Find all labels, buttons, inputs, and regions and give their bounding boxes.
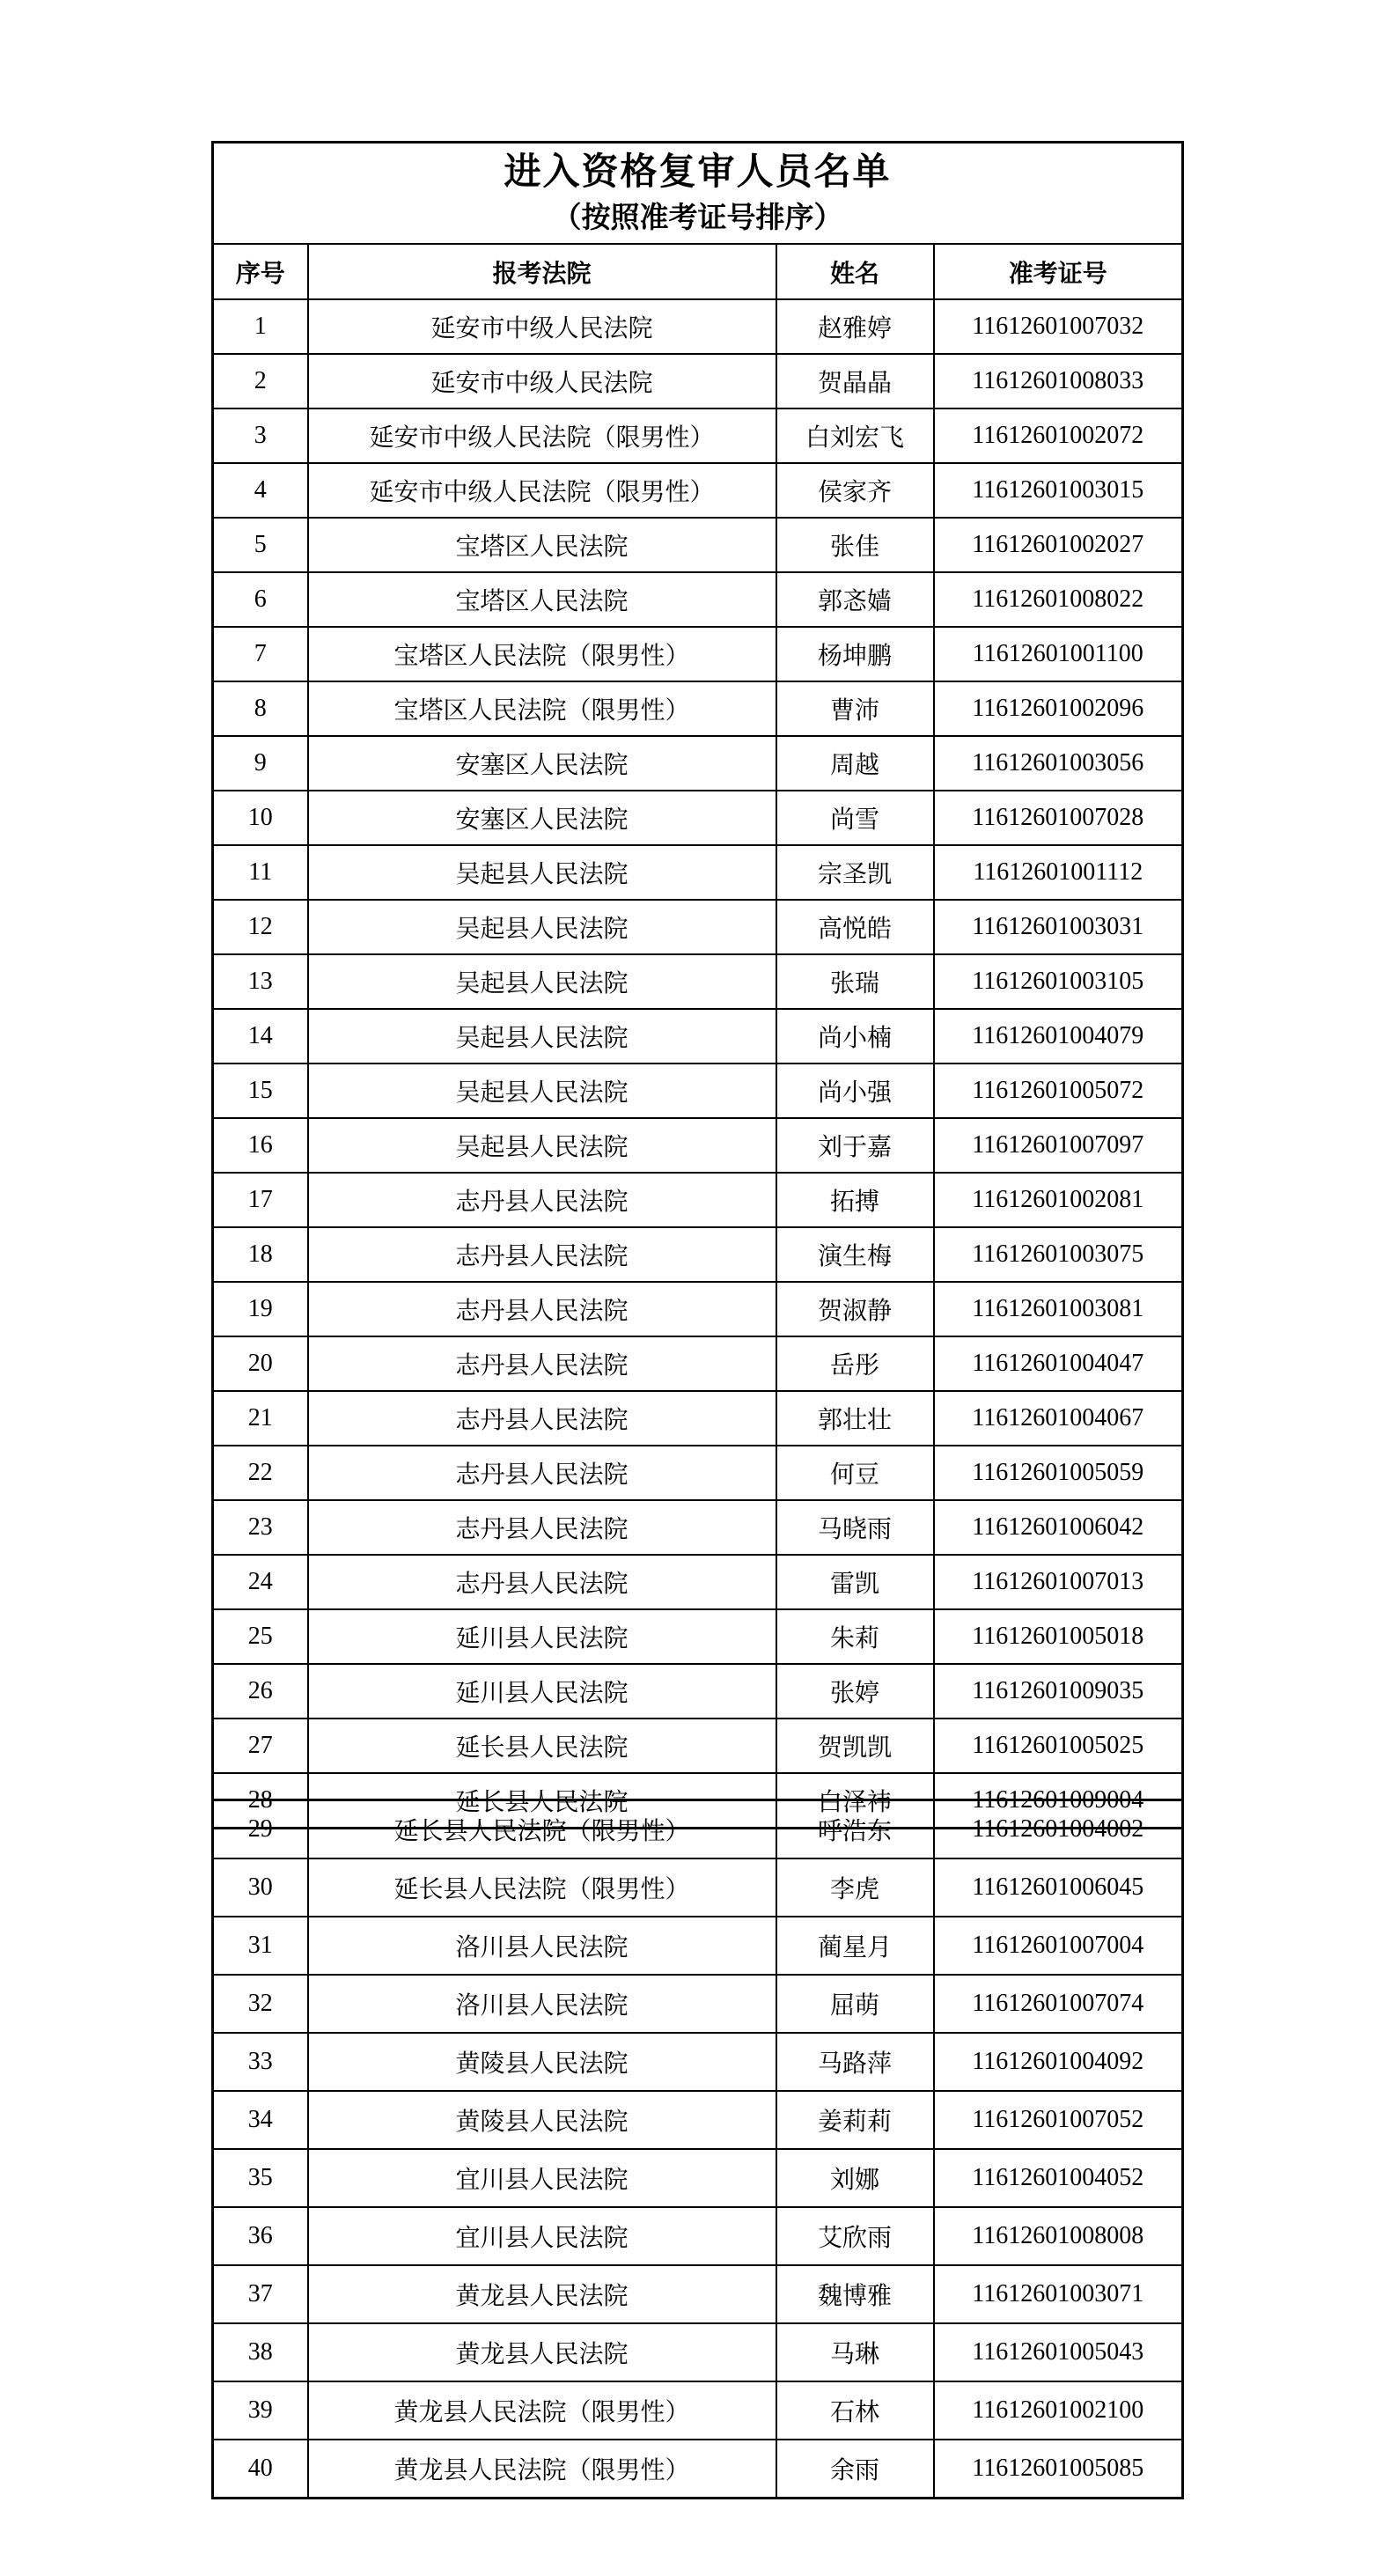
court-cell: 延长县人民法院（限男性） — [308, 1800, 776, 1859]
row-number-cell: 29 — [213, 1800, 308, 1859]
name-cell: 何豆 — [776, 1446, 934, 1500]
name-cell: 贺凯凯 — [776, 1719, 934, 1773]
row-number-cell: 3 — [213, 408, 308, 463]
name-cell: 杨坤鹏 — [776, 627, 934, 681]
court-cell: 延川县人民法院 — [308, 1609, 776, 1664]
ticket-number-cell: 11612601007074 — [934, 1975, 1183, 2033]
row-number-cell: 38 — [213, 2323, 308, 2381]
column-header-name: 姓名 — [776, 244, 934, 299]
court-cell: 延安市中级人民法院（限男性） — [308, 408, 776, 463]
row-number-cell: 24 — [213, 1555, 308, 1609]
court-cell: 延安市中级人民法院 — [308, 299, 776, 354]
row-number-cell: 10 — [213, 791, 308, 845]
ticket-number-cell: 11612601001112 — [934, 845, 1183, 900]
row-number-cell: 5 — [213, 518, 308, 572]
name-cell: 魏博雅 — [776, 2265, 934, 2323]
name-cell: 白泽祎 — [776, 1773, 934, 1829]
name-cell: 姜莉莉 — [776, 2091, 934, 2149]
name-cell: 呼浩东 — [776, 1800, 934, 1859]
table-row — [213, 1064, 1183, 1118]
table-row — [213, 900, 1183, 954]
ticket-number-cell: 11612601005059 — [934, 1446, 1183, 1500]
table-row — [213, 954, 1183, 1009]
court-cell: 黄龙县人民法院 — [308, 2323, 776, 2381]
table-row — [213, 1173, 1183, 1227]
ticket-number-cell: 11612601003015 — [934, 463, 1183, 518]
court-cell: 宝塔区人民法院 — [308, 518, 776, 572]
table-row — [213, 1555, 1183, 1609]
name-cell: 张佳 — [776, 518, 934, 572]
table-title-cell — [213, 143, 1183, 245]
ticket-number-cell: 11612601002081 — [934, 1173, 1183, 1227]
table-row — [213, 1609, 1183, 1664]
row-number-cell: 9 — [213, 736, 308, 791]
ticket-number-cell: 11612601003071 — [934, 2265, 1183, 2323]
name-cell: 张瑞 — [776, 954, 934, 1009]
name-cell: 李虎 — [776, 1858, 934, 1917]
table-row — [213, 1800, 1183, 1859]
court-cell: 宝塔区人民法院 — [308, 572, 776, 627]
ticket-number-cell: 11612601007028 — [934, 791, 1183, 845]
row-number-cell: 34 — [213, 2091, 308, 2149]
row-number-cell: 30 — [213, 1858, 308, 1917]
table-row — [213, 845, 1183, 900]
name-cell: 马晓雨 — [776, 1500, 934, 1555]
court-cell: 志丹县人民法院 — [308, 1173, 776, 1227]
table-row — [213, 2207, 1183, 2265]
court-cell: 吴起县人民法院 — [308, 1064, 776, 1118]
court-cell: 延安市中级人民法院（限男性） — [308, 463, 776, 518]
name-cell: 赵雅婷 — [776, 299, 934, 354]
ticket-number-cell: 11612601001100 — [934, 627, 1183, 681]
name-cell: 白刘宏飞 — [776, 408, 934, 463]
court-cell: 洛川县人民法院 — [308, 1917, 776, 1975]
row-number-cell: 8 — [213, 681, 308, 736]
name-cell: 屈萌 — [776, 1975, 934, 2033]
ticket-number-cell: 11612601007013 — [934, 1555, 1183, 1609]
name-cell: 雷凯 — [776, 1555, 934, 1609]
name-cell: 贺淑静 — [776, 1282, 934, 1336]
table-row — [213, 2091, 1183, 2149]
ticket-number-cell: 11612601002072 — [934, 408, 1183, 463]
table-row — [213, 2265, 1183, 2323]
row-number-cell: 16 — [213, 1118, 308, 1173]
ticket-number-cell: 11612601007004 — [934, 1917, 1183, 1975]
table-row — [213, 2149, 1183, 2207]
row-number-cell: 35 — [213, 2149, 308, 2207]
table-row — [213, 518, 1183, 572]
row-number-cell: 22 — [213, 1446, 308, 1500]
name-cell: 演生梅 — [776, 1227, 934, 1282]
table-row — [213, 2033, 1183, 2091]
table-row — [213, 1500, 1183, 1555]
ticket-number-cell: 11612601008008 — [934, 2207, 1183, 2265]
name-cell: 石林 — [776, 2381, 934, 2440]
court-cell: 吴起县人民法院 — [308, 1118, 776, 1173]
name-cell: 尚雪 — [776, 791, 934, 845]
row-number-cell: 7 — [213, 627, 308, 681]
row-number-cell: 31 — [213, 1917, 308, 1975]
court-cell: 延长县人民法院 — [308, 1719, 776, 1773]
court-cell: 宜川县人民法院 — [308, 2207, 776, 2265]
court-cell: 志丹县人民法院 — [308, 1500, 776, 1555]
table-row — [213, 463, 1183, 518]
name-cell: 贺晶晶 — [776, 354, 934, 408]
row-number-cell: 39 — [213, 2381, 308, 2440]
row-number-cell: 15 — [213, 1064, 308, 1118]
ticket-number-cell: 11612601002100 — [934, 2381, 1183, 2440]
name-cell: 蔺星月 — [776, 1917, 934, 1975]
ticket-number-cell: 11612601004067 — [934, 1391, 1183, 1446]
row-number-cell: 40 — [213, 2440, 308, 2499]
court-cell: 延川县人民法院 — [308, 1664, 776, 1719]
court-cell: 志丹县人民法院 — [308, 1446, 776, 1500]
name-cell: 宗圣凯 — [776, 845, 934, 900]
row-number-cell: 37 — [213, 2265, 308, 2323]
name-cell: 艾欣雨 — [776, 2207, 934, 2265]
row-number-cell: 17 — [213, 1173, 308, 1227]
row-number-cell: 26 — [213, 1664, 308, 1719]
ticket-number-cell: 11612601005018 — [934, 1609, 1183, 1664]
court-cell: 志丹县人民法院 — [308, 1391, 776, 1446]
table-row — [213, 1391, 1183, 1446]
row-number-cell: 27 — [213, 1719, 308, 1773]
ticket-number-cell: 11612601004002 — [934, 1800, 1183, 1859]
row-number-cell: 19 — [213, 1282, 308, 1336]
table-header-row — [213, 244, 1183, 299]
court-cell: 吴起县人民法院 — [308, 954, 776, 1009]
ticket-number-cell: 11612601003105 — [934, 954, 1183, 1009]
candidate-table-block-1 — [211, 141, 1184, 1829]
ticket-number-cell: 11612601007052 — [934, 2091, 1183, 2149]
court-cell: 宜川县人民法院 — [308, 2149, 776, 2207]
table-row — [213, 408, 1183, 463]
row-number-cell: 12 — [213, 900, 308, 954]
column-header-court: 报考法院 — [308, 244, 776, 299]
column-header-ticket: 准考证号 — [934, 244, 1183, 299]
court-cell: 志丹县人民法院 — [308, 1282, 776, 1336]
name-cell: 高悦皓 — [776, 900, 934, 954]
column-header-no: 序号 — [213, 244, 308, 299]
ticket-number-cell: 11612601006042 — [934, 1500, 1183, 1555]
court-cell: 宝塔区人民法院（限男性） — [308, 681, 776, 736]
row-number-cell: 25 — [213, 1609, 308, 1664]
candidate-table-block-2 — [211, 1799, 1184, 2499]
row-number-cell: 1 — [213, 299, 308, 354]
name-cell: 马路萍 — [776, 2033, 934, 2091]
ticket-number-cell: 11612601005085 — [934, 2440, 1183, 2499]
row-number-cell: 2 — [213, 354, 308, 408]
table-row — [213, 1917, 1183, 1975]
document-title: 进入资格复审人员名单 — [504, 151, 892, 193]
court-cell: 延长县人民法院 — [308, 1773, 776, 1829]
court-cell: 吴起县人民法院 — [308, 845, 776, 900]
court-cell: 安塞区人民法院 — [308, 791, 776, 845]
table-row — [213, 1446, 1183, 1500]
ticket-number-cell: 11612601002096 — [934, 681, 1183, 736]
table-row — [213, 627, 1183, 681]
court-cell: 吴起县人民法院 — [308, 1009, 776, 1064]
row-number-cell: 21 — [213, 1391, 308, 1446]
row-number-cell: 13 — [213, 954, 308, 1009]
ticket-number-cell: 11612601009035 — [934, 1664, 1183, 1719]
ticket-number-cell: 11612601007032 — [934, 299, 1183, 354]
row-number-cell: 14 — [213, 1009, 308, 1064]
ticket-number-cell: 11612601003081 — [934, 1282, 1183, 1336]
court-cell: 延安市中级人民法院 — [308, 354, 776, 408]
ticket-number-cell: 11612601004047 — [934, 1336, 1183, 1391]
row-number-cell: 4 — [213, 463, 308, 518]
table-row — [213, 572, 1183, 627]
ticket-number-cell: 11612601003056 — [934, 736, 1183, 791]
ticket-number-cell: 11612601004092 — [934, 2033, 1183, 2091]
court-cell: 延长县人民法院（限男性） — [308, 1858, 776, 1917]
ticket-number-cell: 11612601008033 — [934, 354, 1183, 408]
table-row — [213, 736, 1183, 791]
table-row — [213, 354, 1183, 408]
ticket-number-cell: 11612601003031 — [934, 900, 1183, 954]
table-row — [213, 1282, 1183, 1336]
ticket-number-cell: 11612601007097 — [934, 1118, 1183, 1173]
name-cell: 郭壮壮 — [776, 1391, 934, 1446]
name-cell: 拓搏 — [776, 1173, 934, 1227]
name-cell: 刘于嘉 — [776, 1118, 934, 1173]
row-number-cell: 11 — [213, 845, 308, 900]
table-row — [213, 1664, 1183, 1719]
ticket-number-cell: 11612601004052 — [934, 2149, 1183, 2207]
table-row — [213, 791, 1183, 845]
row-number-cell: 20 — [213, 1336, 308, 1391]
table-row — [213, 1227, 1183, 1282]
court-cell: 吴起县人民法院 — [308, 900, 776, 954]
court-cell: 志丹县人民法院 — [308, 1555, 776, 1609]
ticket-number-cell: 11612601004079 — [934, 1009, 1183, 1064]
document-subtitle: （按照准考证号排序） — [552, 202, 843, 234]
row-number-cell: 33 — [213, 2033, 308, 2091]
row-number-cell: 23 — [213, 1500, 308, 1555]
row-number-cell: 36 — [213, 2207, 308, 2265]
table-row — [213, 1009, 1183, 1064]
table-row — [213, 299, 1183, 354]
ticket-number-cell: 11612601003075 — [934, 1227, 1183, 1282]
name-cell: 尚小强 — [776, 1064, 934, 1118]
court-cell: 黄龙县人民法院（限男性） — [308, 2381, 776, 2440]
court-cell: 宝塔区人民法院（限男性） — [308, 627, 776, 681]
name-cell: 朱莉 — [776, 1609, 934, 1664]
table-row — [213, 2440, 1183, 2499]
court-cell: 志丹县人民法院 — [308, 1336, 776, 1391]
ticket-number-cell: 11612601006045 — [934, 1858, 1183, 1917]
court-cell: 黄陵县人民法院 — [308, 2033, 776, 2091]
ticket-number-cell: 11612601005072 — [934, 1064, 1183, 1118]
name-cell: 张婷 — [776, 1664, 934, 1719]
table-row — [213, 1858, 1183, 1917]
table-row — [213, 2381, 1183, 2440]
court-cell: 黄陵县人民法院 — [308, 2091, 776, 2149]
name-cell: 周越 — [776, 736, 934, 791]
court-cell: 志丹县人民法院 — [308, 1227, 776, 1282]
name-cell: 侯家齐 — [776, 463, 934, 518]
table-row — [213, 1975, 1183, 2033]
table-row — [213, 2323, 1183, 2381]
court-cell: 黄龙县人民法院（限男性） — [308, 2440, 776, 2499]
court-cell: 黄龙县人民法院 — [308, 2265, 776, 2323]
row-number-cell: 32 — [213, 1975, 308, 2033]
name-cell: 余雨 — [776, 2440, 934, 2499]
name-cell: 刘娜 — [776, 2149, 934, 2207]
table-row — [213, 1336, 1183, 1391]
ticket-number-cell: 11612601005043 — [934, 2323, 1183, 2381]
name-cell: 尚小楠 — [776, 1009, 934, 1064]
name-cell: 郭忞嫱 — [776, 572, 934, 627]
title-row — [213, 143, 1183, 245]
table-row — [213, 1118, 1183, 1173]
court-cell: 洛川县人民法院 — [308, 1975, 776, 2033]
ticket-number-cell: 11612601005025 — [934, 1719, 1183, 1773]
table-row — [213, 1719, 1183, 1773]
name-cell: 岳彤 — [776, 1336, 934, 1391]
table-row — [213, 681, 1183, 736]
ticket-number-cell: 11612601008022 — [934, 572, 1183, 627]
court-cell: 安塞区人民法院 — [308, 736, 776, 791]
name-cell: 马琳 — [776, 2323, 934, 2381]
row-number-cell: 28 — [213, 1773, 308, 1829]
ticket-number-cell: 11612601009004 — [934, 1773, 1183, 1829]
ticket-number-cell: 11612601002027 — [934, 518, 1183, 572]
row-number-cell: 18 — [213, 1227, 308, 1282]
name-cell: 曹沛 — [776, 681, 934, 736]
row-number-cell: 6 — [213, 572, 308, 627]
